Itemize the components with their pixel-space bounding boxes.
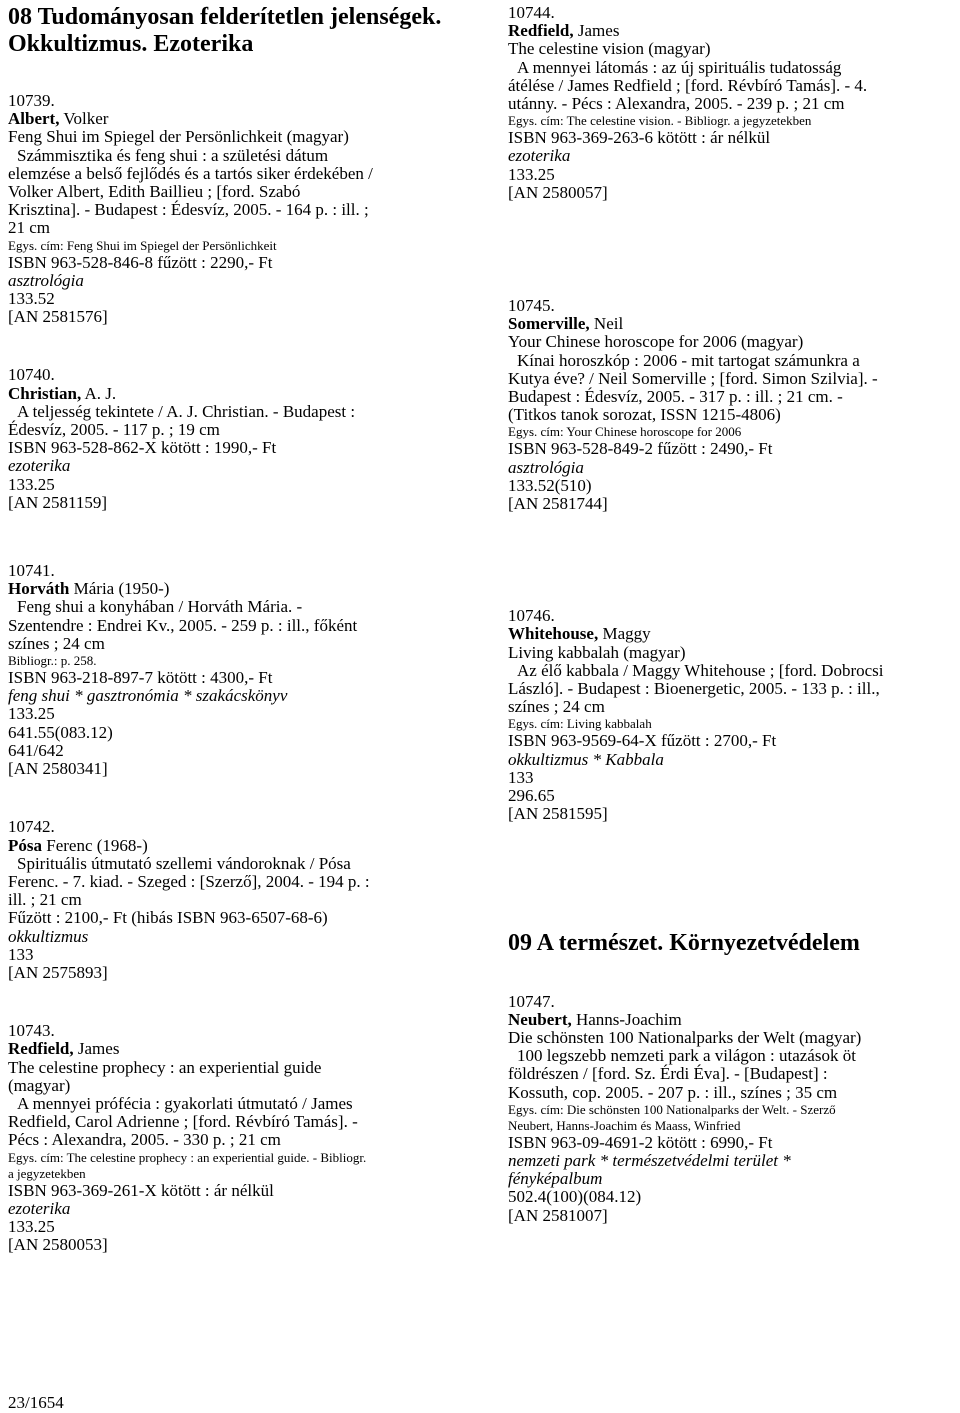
description-line: Számmisztika és feng shui : a születési dátum [17, 145, 329, 165]
an-number: [AN 2581595] [508, 804, 608, 824]
an-number: [AN 2580341] [8, 759, 108, 779]
entry-author [508, 22, 960, 40]
description-line: Kínai horoszkóp : 2006 - mit tartogat számunkra a [517, 350, 860, 370]
author-surname: Redfield, [508, 21, 574, 41]
original-title: Living kabbalah (magyar) [508, 642, 686, 662]
entry-author [8, 110, 463, 128]
an-number: [AN 2580053] [8, 1235, 108, 1255]
left-column [8, 4, 463, 1254]
udc: 133.25 [508, 164, 555, 184]
entry-10739 [8, 92, 463, 326]
isbn: ISBN 963-218-897-7 kötött : 4300,- Ft [8, 668, 273, 688]
uniform-title-note: Egys. cím: Die schönsten 100 Nationalparks der Welt. - Szerző [508, 1101, 836, 1117]
description-line: 21 cm [8, 218, 51, 238]
entry-author [8, 837, 463, 855]
subject: asztrológia [8, 270, 84, 290]
uniform-title-note: Neubert, Hanns-Joachim és Maass, Winfried [508, 1117, 741, 1133]
author-surname: Redfield, [8, 1039, 74, 1059]
description-line: Édesvíz, 2005. - 117 p. ; 19 cm [8, 420, 220, 440]
author-given: Maggy [598, 624, 651, 644]
author-given: A. J. [81, 383, 117, 403]
description-line: Volker Albert, Edith Baillieu ; [ford. Szabó [8, 182, 301, 202]
an-number: [AN 2581744] [508, 494, 608, 514]
subject: fényképalbum [508, 1169, 603, 1189]
entry-number: 10739. [8, 91, 55, 110]
section-09-title: 09 A természet. Környezetvédelem [508, 929, 860, 956]
entry-author [508, 625, 960, 643]
description-line: elemzése a belső fejlődés és a tartós siker érdekében / [8, 163, 373, 183]
subject: okkultizmus * Kabbala [508, 749, 664, 769]
description-line: Budapest : Édesvíz, 2005. - 317 p. : ill. ; 21 cm. - [508, 387, 843, 407]
an-number: [AN 2580057] [508, 182, 608, 202]
original-title: (magyar) [8, 1075, 71, 1095]
an-number: [AN 2581007] [508, 1205, 608, 1225]
right-column [508, 4, 960, 1225]
section-08-title [8, 4, 463, 58]
author-given: Ferenc (1968-) [42, 835, 148, 855]
description-line: Az élő kabbala / Maggy Whitehouse ; [ford. Dobrocsi [517, 660, 884, 680]
original-title: Feng Shui im Spiegel der Persönlichkeit (magyar) [8, 127, 349, 147]
isbn: ISBN 963-9569-64-X fűzött : 2700,- Ft [508, 731, 777, 751]
description-line: Kossuth, cop. 2005. - 207 p. : ill., színes ; 35 cm [508, 1082, 838, 1102]
an-number: [AN 2581159] [8, 492, 107, 512]
author-surname: Horváth [8, 579, 70, 599]
author-surname: Neubert, [508, 1009, 572, 1029]
section-08-title-line1: 08 Tudományosan felderítetlen jelenségek. [8, 4, 442, 30]
uniform-title-note: a jegyzetekben [8, 1165, 86, 1181]
author-given: James [573, 21, 620, 41]
author-surname: Whitehouse, [508, 624, 599, 644]
description-line: Ferenc. - 7. kiad. - Szeged : [Szerző], 2004. - 194 p. : [8, 871, 370, 891]
entry-number: 10743. [8, 1021, 55, 1041]
section-08-title-line2: Okkultizmus. Ezoterika [8, 31, 254, 57]
description-line: A mennyei prófécia : gyakorlati útmutató / James [17, 1093, 353, 1113]
description-line: földrészen / [ford. Sz. Érdi Éva]. - [Budapest] : [508, 1064, 828, 1084]
udc: 133.52(510) [508, 475, 592, 495]
original-title: The celestine vision (magyar) [508, 39, 711, 59]
description-line: Feng shui a konyhában / Horváth Mária. - [17, 597, 303, 617]
uniform-title-note: Egys. cím: The celestine prophecy : an experiential guide. - Bibliogr. [8, 1149, 367, 1165]
subject: ezoterika [508, 146, 571, 166]
description-line: Redfield, Carol Adrienne ; [ford. Révbíró Tamás]. - [8, 1112, 358, 1132]
entry-author [508, 315, 960, 333]
entry-10746 [508, 607, 960, 823]
bibliography-note: Bibliogr.: p. 258. [8, 653, 97, 669]
description-line: Szentendre : Endrei Kv., 2005. - 259 p. : ill., főként [8, 615, 358, 635]
entry-number: 10740. [8, 365, 55, 385]
description-line: Pécs : Alexandra, 2005. - 330 p. ; 21 cm [8, 1130, 281, 1150]
author-surname: Somerville, [508, 314, 590, 334]
subject: asztrológia [508, 457, 584, 477]
author-surname: Albert, [8, 109, 60, 129]
uniform-title-note: Egys. cím: Living kabbalah [508, 716, 652, 732]
uniform-title-note: Egys. cím: Feng Shui im Spiegel der Persönlichkeit [8, 237, 277, 253]
udc: 641.55(083.12) [8, 722, 113, 742]
udc: 133 [508, 767, 534, 787]
entry-10742 [8, 818, 463, 982]
author-given: James [73, 1039, 120, 1059]
original-title: Die schönsten 100 Nationalparks der Welt (magyar) [508, 1027, 862, 1047]
subject: ezoterika [8, 456, 71, 476]
udc: 502.4(100)(084.12) [508, 1187, 642, 1207]
isbn: ISBN 963-528-849-2 fűzött : 2490,- Ft [508, 439, 773, 459]
entry-author [8, 1040, 463, 1058]
original-title: The celestine prophecy : an experiential guide [8, 1057, 322, 1077]
an-number: [AN 2581576] [8, 307, 108, 327]
page-number: 23/1654 [8, 1393, 64, 1412]
entry-number: 10744. [508, 3, 555, 22]
description-line: átélése / James Redfield ; [ford. Révbíró Tamás]. - 4. [508, 75, 868, 95]
entry-author [8, 580, 463, 598]
entry-10743 [8, 1022, 463, 1254]
description-line: ill. ; 21 cm [8, 890, 82, 910]
udc: 133 [8, 944, 34, 964]
entry-number: 10745. [508, 296, 555, 316]
subject: nemzeti park * természetvédelmi terület * [508, 1150, 791, 1170]
uniform-title-note: Egys. cím: The celestine vision. - Bibliogr. a jegyzetekben [508, 113, 812, 129]
author-given: Hanns-Joachim [571, 1009, 682, 1029]
description-line: Krisztina]. - Budapest : Édesvíz, 2005. - 164 p. : ill. ; [8, 200, 369, 220]
isbn: ISBN 963-09-4691-2 kötött : 6990,- Ft [508, 1132, 773, 1152]
description-line: A teljesség tekintete / A. J. Christian. - Budapest : [17, 401, 356, 421]
uniform-title-note: Egys. cím: Your Chinese horoscope for 2006 [508, 424, 742, 440]
entry-10741 [8, 562, 463, 778]
description-line: 100 legszebb nemzeti park a világon : utazások öt [517, 1046, 856, 1066]
entry-number: 10746. [508, 606, 555, 626]
author-given: Mária (1950-) [69, 579, 170, 599]
isbn: Fűzött : 2100,- Ft (hibás ISBN 963-6507-68-6) [8, 908, 328, 928]
udc: 133.25 [8, 474, 55, 494]
entry-number: 10741. [8, 561, 55, 581]
isbn: ISBN 963-528-846-8 fűzött : 2290,- Ft [8, 252, 273, 272]
entry-author [8, 385, 463, 403]
original-title: Your Chinese horoscope for 2006 (magyar) [508, 332, 804, 352]
entry-10740 [8, 366, 463, 512]
entry-10744 [508, 4, 960, 202]
udc: 133.25 [8, 704, 55, 724]
an-number: [AN 2575893] [8, 962, 108, 982]
description-line: Spirituális útmutató szellemi vándoroknak / Pósa [17, 853, 351, 873]
author-given: Neil [589, 314, 624, 334]
description-line: utánny. - Pécs : Alexandra, 2005. - 239 p. ; 21 cm [508, 94, 845, 114]
entry-number: 10742. [8, 817, 55, 837]
subject: feng shui * gasztronómia * szakácskönyv [8, 686, 288, 706]
author-given: Volker [59, 109, 109, 129]
author-surname: Christian, [8, 383, 82, 403]
author-surname: Pósa [8, 835, 42, 855]
description-line: Kutya éve? / Neil Somerville ; [ford. Simon Szilvia]. - [508, 368, 878, 388]
description-line: A mennyei látomás : az új spirituális tudatosság [517, 57, 842, 77]
udc: 641/642 [8, 740, 64, 760]
description-line: László]. - Budapest : Bioenergetic, 2005. - 133 p. : ill., [508, 679, 880, 699]
entry-10747 [508, 993, 960, 1225]
entry-10745 [508, 297, 960, 513]
udc: 296.65 [508, 786, 555, 806]
subject: okkultizmus [8, 926, 89, 946]
subject: ezoterika [8, 1198, 71, 1218]
description-line: színes ; 24 cm [508, 697, 605, 717]
entry-author [508, 1011, 960, 1029]
udc: 133.25 [8, 1216, 55, 1236]
entry-number: 10747. [508, 991, 555, 1011]
isbn: ISBN 963-369-263-6 kötött : ár nélkül [508, 128, 771, 148]
isbn: ISBN 963-369-261-X kötött : ár nélkül [8, 1180, 274, 1200]
description-line: (Titkos tanok sorozat, ISSN 1215-4806) [508, 405, 781, 425]
isbn: ISBN 963-528-862-X kötött : 1990,- Ft [8, 438, 277, 458]
description-line: színes ; 24 cm [8, 633, 105, 653]
udc: 133.52 [8, 289, 55, 309]
